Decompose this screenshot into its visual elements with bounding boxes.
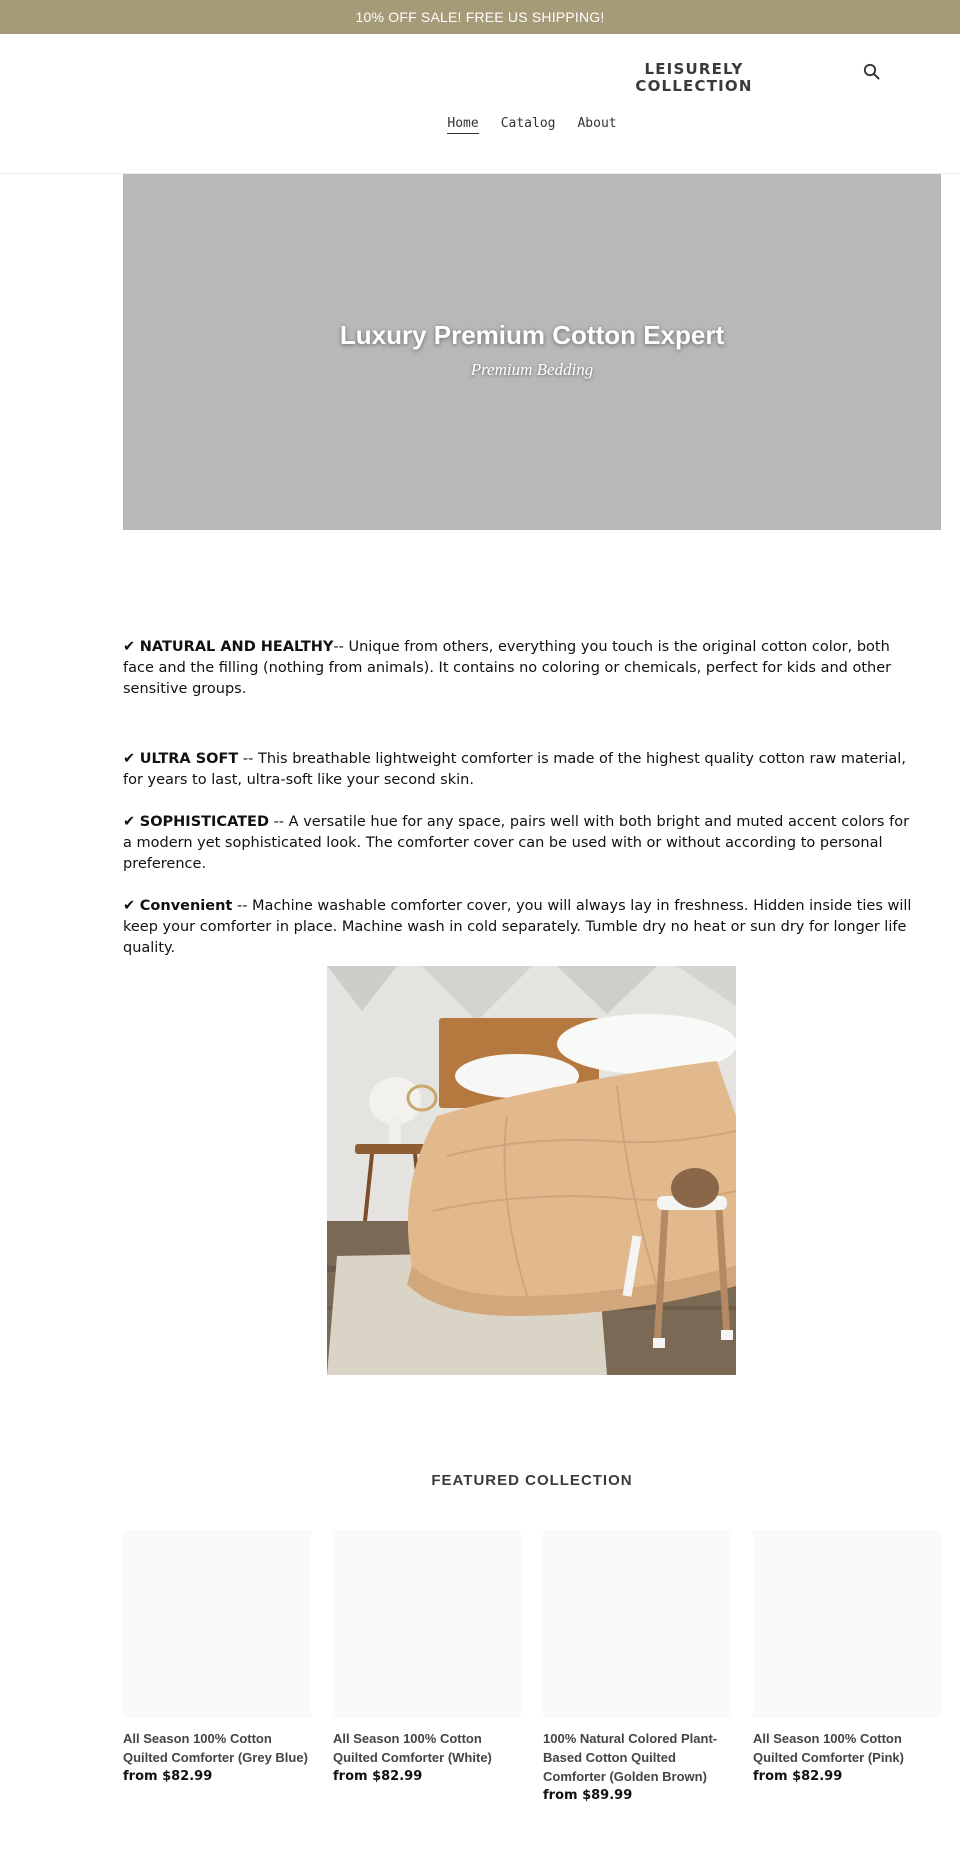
- feature-text: -- Machine washable comforter cover, you will always lay in freshness. Hidden inside ties will keep your comforter in place. Machine wash in cold separately. Tumble dry no heat or sun dry for longer life quality.: [123, 898, 912, 956]
- product-card[interactable]: [543, 1530, 731, 1805]
- logo-line-2: COLLECTION: [635, 77, 753, 95]
- featured-collection-heading: FEATURED COLLECTION: [431, 1472, 633, 1489]
- feature-title: ULTRA SOFT: [139, 751, 239, 767]
- site-header: [0, 34, 960, 174]
- nav-home[interactable]: Home: [447, 116, 478, 134]
- check-mark-icon: ✔: [123, 814, 140, 830]
- logo-line-1: LEISURELY: [644, 60, 744, 78]
- search-icon[interactable]: [860, 60, 884, 84]
- nav-about[interactable]: About: [577, 116, 617, 131]
- site-logo[interactable]: [594, 61, 794, 95]
- product-card[interactable]: [123, 1530, 311, 1805]
- nav-catalog[interactable]: Catalog: [500, 116, 556, 131]
- product-card[interactable]: [753, 1530, 941, 1805]
- feature-convenient: [123, 896, 918, 959]
- feature-title: SOPHISTICATED: [139, 814, 269, 830]
- product-card[interactable]: [333, 1530, 521, 1805]
- feature-title: NATURAL AND HEALTHY: [139, 639, 334, 655]
- hero-banner: [123, 174, 941, 530]
- product-image[interactable]: [123, 1530, 311, 1718]
- product-title[interactable]: 100% Natural Colored Plant-Based Cotton Quilted Comforter (Golden Brown): [543, 1731, 718, 1784]
- product-price: from $82.99: [753, 1769, 843, 1784]
- product-grid: [123, 1530, 941, 1805]
- feature-text: -- This breathable lightweight comforter is made of the highest quality cotton raw material, for years to last, ultra-soft like your second skin.: [123, 751, 906, 788]
- product-title[interactable]: All Season 100% Cotton Quilted Comforter (Grey Blue): [123, 1731, 308, 1765]
- feature-sophisticated: [123, 812, 918, 875]
- feature-ultra-soft: [123, 749, 918, 791]
- product-price: from $82.99: [333, 1769, 423, 1784]
- bedroom-comforter-photo: [327, 966, 736, 1375]
- feature-natural: [123, 637, 918, 700]
- feature-list: [123, 637, 918, 959]
- check-mark-icon: ✔: [123, 898, 140, 914]
- feature-title: Convenient: [139, 898, 233, 914]
- feature-text: -- Unique from others, everything you touch is the original cotton color, both face and the filling (nothing from animals). It contains no coloring or chemicals, perfect for kids and other sensitive groups.: [123, 639, 892, 697]
- product-title[interactable]: All Season 100% Cotton Quilted Comforter (White): [333, 1731, 492, 1765]
- product-image[interactable]: [543, 1530, 731, 1718]
- product-image[interactable]: [333, 1530, 521, 1718]
- feature-text: -- A versatile hue for any space, pairs well with both bright and muted accent colors for a modern yet sophisticated look. The comforter cover can be used with or without according to personal preference.: [123, 814, 910, 872]
- hero-subtitle: Premium Bedding: [470, 360, 594, 379]
- product-price: from $89.99: [543, 1788, 633, 1803]
- hero-title: Luxury Premium Cotton Expert: [339, 320, 725, 350]
- announcement-bar: [0, 0, 960, 34]
- check-mark-icon: ✔: [123, 751, 140, 767]
- check-mark-icon: ✔: [123, 639, 140, 655]
- product-image[interactable]: [753, 1530, 941, 1718]
- main-nav: [0, 116, 960, 134]
- product-title[interactable]: All Season 100% Cotton Quilted Comforter (Pink): [753, 1731, 904, 1765]
- announcement-text: 10% OFF SALE! FREE US SHIPPING!: [355, 9, 605, 25]
- product-price: from $82.99: [123, 1769, 213, 1784]
